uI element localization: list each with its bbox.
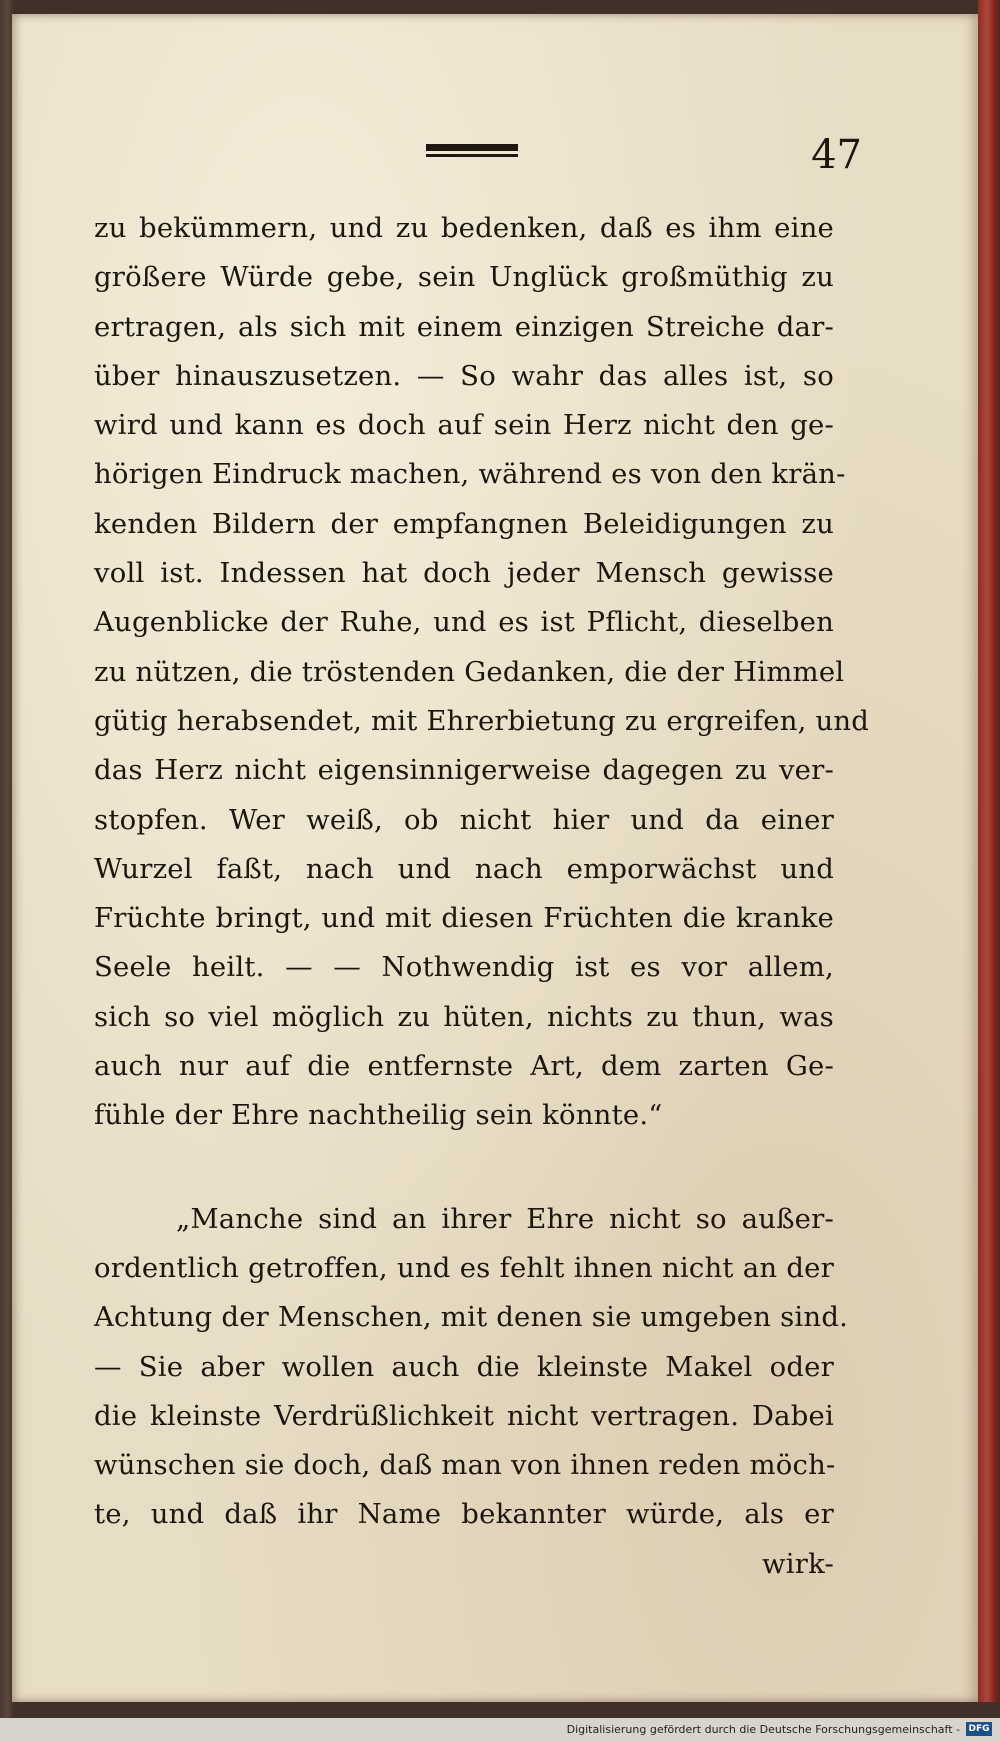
text-line: sich so viel möglich zu hüten, nichts zu thun, was (94, 1000, 834, 1033)
text-line: wird und kann es doch auf sein Herz nicht den ge- (94, 409, 834, 442)
text-line: auch nur auf die entfernste Art, dem zarten Ge- (94, 1050, 834, 1083)
text-line: gütig herabsendet, mit Ehrerbietung zu ergreifen, und (94, 704, 870, 737)
paragraph-gap (94, 1141, 834, 1195)
text-line: fühle der Ehre nachtheilig sein könnte.“ (94, 1099, 663, 1132)
text-line: Früchte bringt, und mit diesen Früchten die kranke (94, 902, 834, 935)
body-text (94, 204, 870, 1589)
text-line: die kleinste Verdrüßlichkeit nicht vertragen. Dabei (94, 1399, 834, 1432)
text-line: über hinauszusetzen. — So wahr das alles ist, so (94, 359, 834, 392)
header-rule-thin (426, 154, 518, 157)
text-line: Achtung der Menschen, mit denen sie umgeben sind. (94, 1301, 849, 1334)
text-line: ordentlich getroffen, und es fehlt ihnen nicht an der (94, 1251, 834, 1284)
text-line: stopfen. Wer weiß, ob nicht hier und da einer (94, 803, 834, 836)
text-line: kenden Bildern der empfangnen Beleidigungen zu (94, 507, 834, 540)
text-line: voll ist. Indessen hat doch jeder Mensch gewisse (94, 557, 834, 590)
text-line: hörigen Eindruck machen, während es von den krän- (94, 458, 846, 491)
text-line: „Manche sind an ihrer Ehre nicht so außer- (176, 1202, 834, 1235)
text-line: größere Würde gebe, sein Unglück großmüthig zu (94, 261, 834, 294)
text-line: das Herz nicht eigensinnigerweise dagegen zu ver- (94, 754, 834, 787)
text-line: — Sie aber wollen auch die kleinste Makel oder (94, 1350, 834, 1383)
text-line: te, und daß ihr Name bekannter würde, als er (94, 1498, 834, 1531)
catchword: wirk- (762, 1547, 834, 1580)
text-line: zu nützen, die tröstenden Gedanken, die der Himmel (94, 655, 845, 688)
text-line: zu bekümmern, und zu bedenken, daß es ihm eine (94, 212, 834, 244)
text-line: wünschen sie doch, daß man von ihnen reden möch- (94, 1449, 836, 1482)
text-line: Augenblicke der Ruhe, und es ist Pflicht, dieselben (94, 606, 834, 639)
text-line: Seele heilt. — — Nothwendig ist es vor allem, (94, 951, 834, 984)
digitization-footer (0, 1718, 1000, 1741)
footer-credit: Digitalisierung gefördert durch die Deutsche Forschungsgemeinschaft - (566, 1723, 960, 1736)
header-rule-ornament (426, 144, 518, 158)
page-number: 47 (811, 132, 862, 178)
dfg-logo-icon: DFG (966, 1722, 992, 1736)
book-page (12, 14, 978, 1702)
header-rule-thick (426, 144, 518, 151)
text-line: ertragen, als sich mit einem einzigen Streiche dar- (94, 310, 834, 343)
text-line: Wurzel faßt, nach und nach emporwächst und (94, 852, 834, 885)
red-page-edge (978, 0, 1000, 1702)
